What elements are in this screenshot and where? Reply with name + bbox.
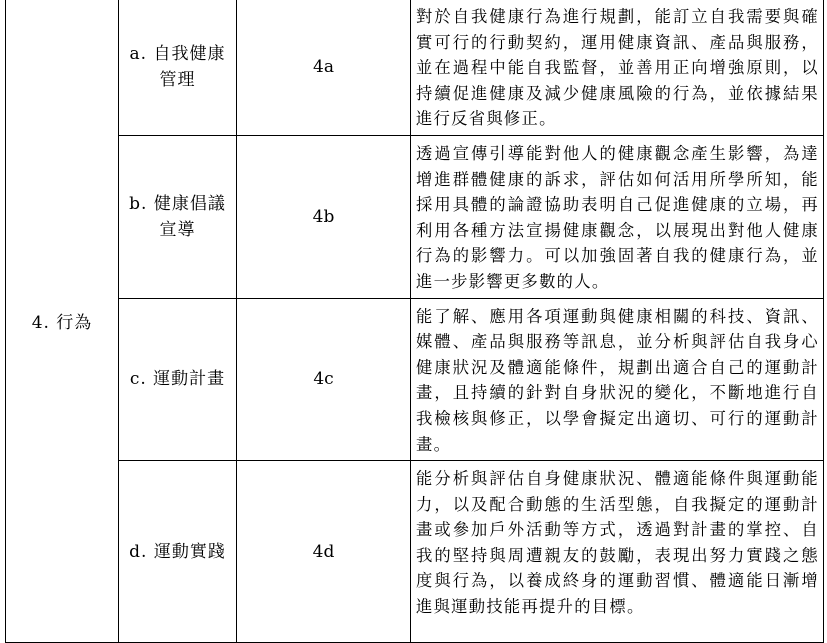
subtitle-cell — [119, 461, 237, 643]
description-cell: 透過宣傳引導能對他人的健康觀念產生影響，為達增進群體健康的訴求，評估如何活用所學所知，能採用具體的論證協助表明自己促進健康的立場，再利用各種方法宣揚健康觀念，以展現出對他人健康行為的影響力。可以加強固著自我的健康行為，並進一步影響更多數的人。 — [411, 135, 824, 298]
subtitle-line: d. 運動實踐 — [129, 541, 226, 562]
subtitle-line: 宣導 — [159, 219, 196, 240]
code-cell: 4b — [237, 135, 411, 298]
subtitle-line: a. 自我健康 — [129, 43, 226, 64]
description-cell: 能了解、應用各項運動與健康相關的科技、資訊、媒體、產品與服務等訊息，並分析與評估自我身心健康狀況及體適能條件，規劃出適合自己的運動計畫，且持續的針對自身狀況的變化，不斷地進行自我檢核與修正，以學會擬定出適切、可行的運動計畫。 — [411, 298, 824, 461]
subtitle-cell — [119, 298, 237, 461]
subtitle-line: 管理 — [159, 69, 196, 90]
table-row — [6, 0, 824, 135]
subtitle-cell — [119, 135, 237, 298]
subtitle-line: b. 健康倡議 — [129, 193, 226, 214]
subtitle-cell — [119, 0, 237, 135]
code-cell: 4a — [237, 0, 411, 135]
subtitle-line: c. 運動計畫 — [129, 369, 226, 390]
description-cell: 能分析與評估自身健康狀況、體適能條件與運動能力，以及配合動態的生活型態，自我擬定的運動計畫或參加戶外活動等方式，透過對計畫的掌控、自我的堅持與周遭親友的鼓勵，表現出努力實踐之態度與行為，以養成終身的運動習慣、體適能日漸增進與運動技能再提升的目標。 — [411, 461, 824, 643]
table-row — [6, 461, 824, 643]
description-cell: 對於自我健康行為進行規劃，能訂立自我需要與確實可行的行動契約，運用健康資訊、產品與服務，並在過程中能自我監督，並善用正向增強原則，以持續促進健康及減少健康風險的行為，並依據結果進行反省與修正。 — [411, 0, 824, 135]
category-cell: 4. 行為 — [6, 0, 119, 643]
code-cell: 4d — [237, 461, 411, 643]
code-cell: 4c — [237, 298, 411, 461]
table-row — [6, 298, 824, 461]
behavior-curriculum-table — [5, 0, 824, 643]
table-row — [6, 135, 824, 298]
